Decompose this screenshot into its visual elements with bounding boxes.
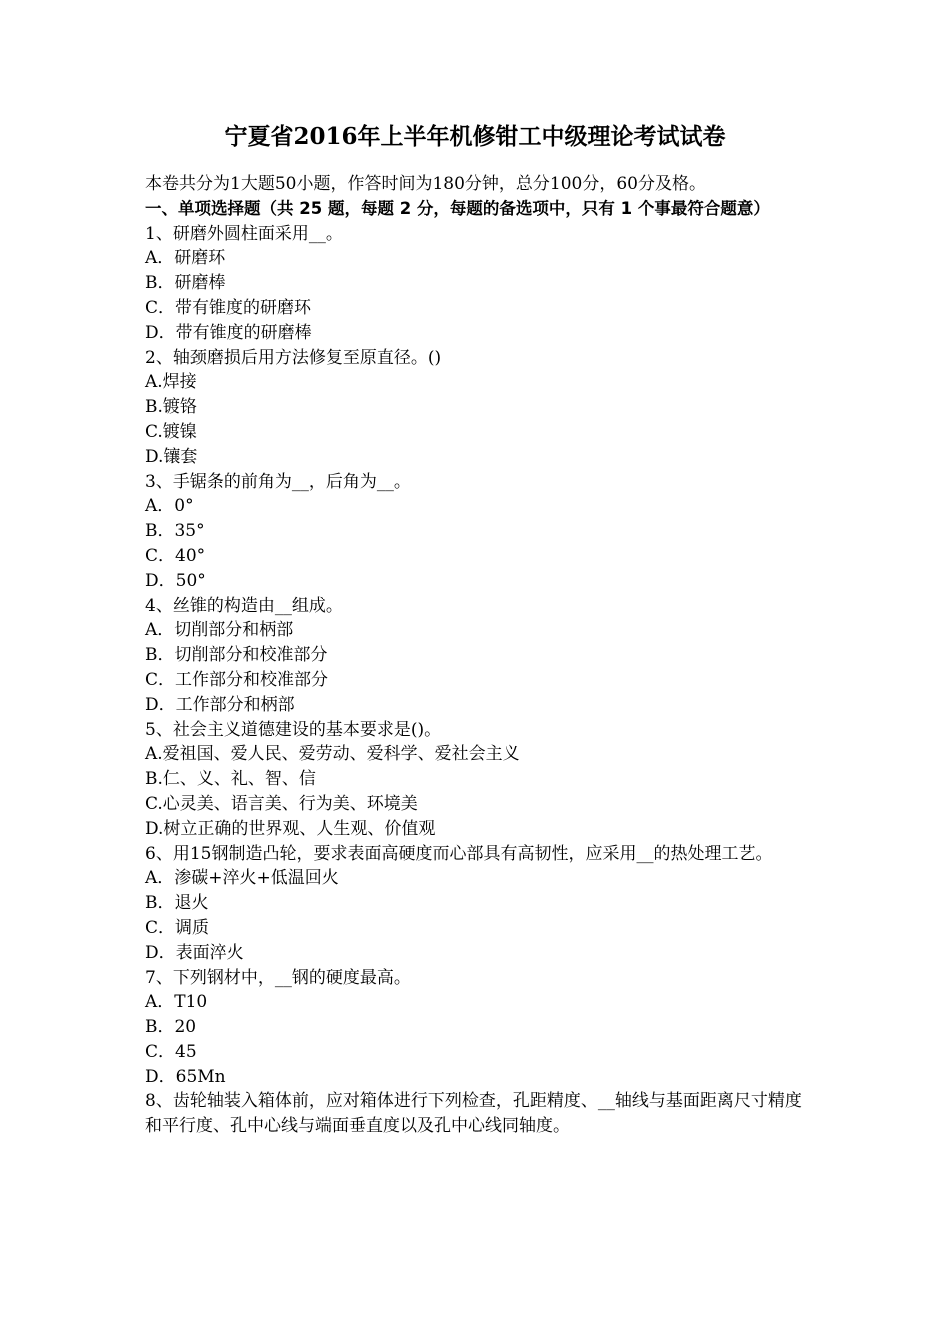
option-d: D．50° xyxy=(145,570,206,591)
question-stem: 7、下列钢材中，__钢的硬度最高。 xyxy=(145,967,411,988)
option-a: A．渗碳+淬火+低温回火 xyxy=(145,868,339,889)
question-3 xyxy=(145,470,810,594)
option-d: D．65Mn xyxy=(145,1066,226,1087)
option-b: B.仁、义、礼、智、信 xyxy=(145,769,316,790)
question-stem: 1、研磨外圆柱面采用__。 xyxy=(145,223,343,244)
question-8 xyxy=(145,1089,810,1139)
question-7 xyxy=(145,966,810,1090)
option-d: D．带有锥度的研磨棒 xyxy=(145,322,312,343)
option-c: C.心灵美、语言美、行为美、环境美 xyxy=(145,793,418,814)
question-stem: 5、社会主义道德建设的基本要求是()。 xyxy=(145,719,442,740)
question-stem: 4、丝锥的构造由__组成。 xyxy=(145,595,343,616)
option-a: A．切削部分和柄部 xyxy=(145,620,294,641)
document-title: 宁夏省2016年上半年机修钳工中级理论考试试卷 xyxy=(224,123,726,150)
option-c: C.镀镍 xyxy=(145,421,197,442)
option-b: B．切削部分和校准部分 xyxy=(145,645,328,666)
section-heading: 一、单项选择题（共 25 题，每题 2 分，每题的备选项中，只有 1 个事最符合题意） xyxy=(145,198,770,218)
question-2 xyxy=(145,346,810,470)
question-stem: 6、用15钢制造凸轮，要求表面高硬度而心部具有高韧性，应采用__的热处理工艺。 xyxy=(145,843,773,864)
question-1 xyxy=(145,222,810,346)
option-a: A.爱祖国、爱人民、爱劳动、爱科学、爱社会主义 xyxy=(145,744,520,765)
option-d: D.树立正确的世界观、人生观、价值观 xyxy=(145,818,436,839)
option-d: D．表面淬火 xyxy=(145,942,244,963)
question-stem: 2、轴颈磨损后用方法修复至原直径。() xyxy=(145,347,442,368)
question-4 xyxy=(145,594,810,718)
question-6 xyxy=(145,842,810,966)
option-d: D.镶套 xyxy=(145,446,198,467)
option-b: B．20 xyxy=(145,1017,197,1038)
exam-intro: 本卷共分为1大题50小题，作答时间为180分钟，总分100分，60分及格。 xyxy=(145,174,706,194)
option-a: A．T10 xyxy=(145,992,208,1013)
option-b: B．35° xyxy=(145,521,205,542)
option-c: C．45 xyxy=(145,1041,197,1062)
option-a: A．0° xyxy=(145,496,194,517)
option-c: C．40° xyxy=(145,545,206,566)
option-c: C．工作部分和校准部分 xyxy=(145,669,329,690)
option-d: D．工作部分和柄部 xyxy=(145,694,295,715)
question-5 xyxy=(145,718,810,842)
option-b: B.镀铬 xyxy=(145,397,197,418)
option-a: A．研磨环 xyxy=(145,248,226,269)
question-stem: 8、齿轮轴装入箱体前，应对箱体进行下列检查，孔距精度、__轴线与基面距离尺寸精度和平行度、孔中心线与端面垂直度以及孔中心线同轴度。 xyxy=(145,1091,802,1137)
option-b: B．退火 xyxy=(145,893,209,914)
option-a: A.焊接 xyxy=(145,372,197,393)
document-body xyxy=(145,172,810,1139)
option-c: C．带有锥度的研磨环 xyxy=(145,297,312,318)
question-stem: 3、手锯条的前角为__，后角为__。 xyxy=(145,471,411,492)
option-b: B．研磨棒 xyxy=(145,273,226,294)
option-c: C．调质 xyxy=(145,917,210,938)
